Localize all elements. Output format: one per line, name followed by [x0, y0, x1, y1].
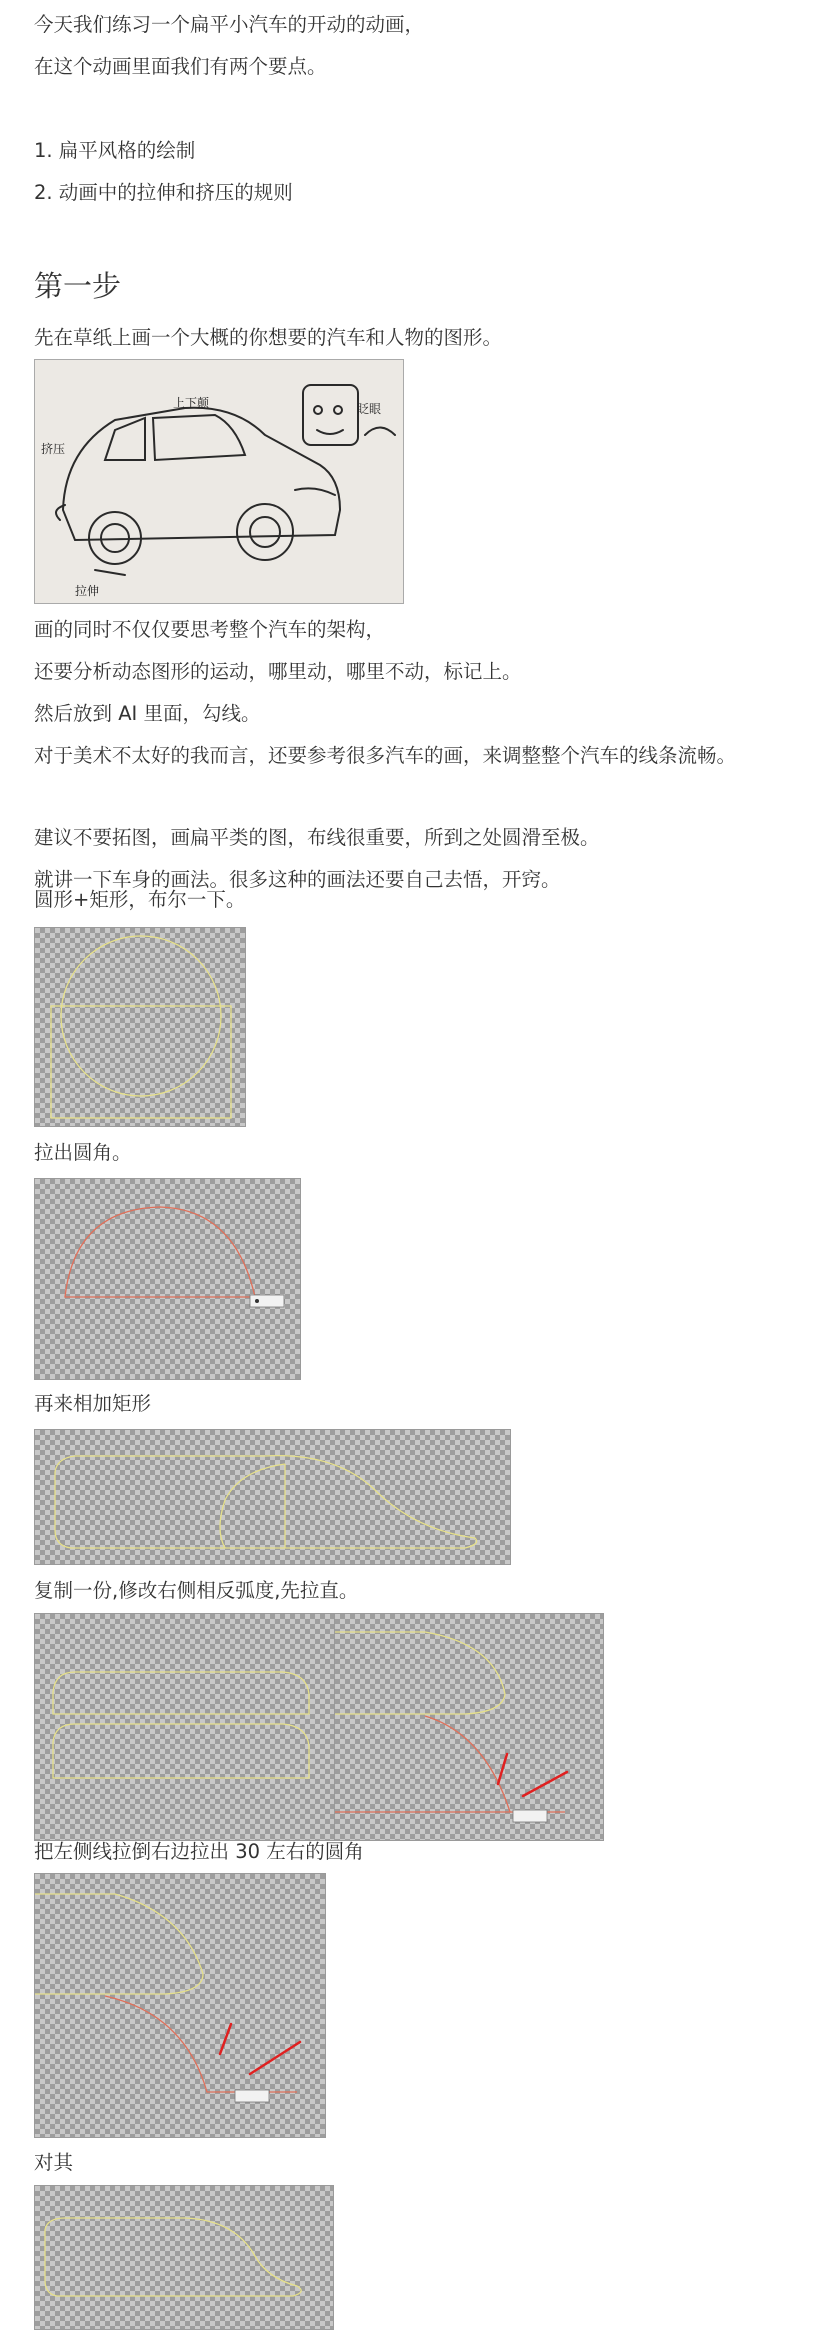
caption-round-corner: 拉出圆角。 [34, 1141, 132, 1164]
caption-circle-rect: 圆形+矩形，布尔一下。 [34, 888, 246, 911]
point-2: 2. 动画中的拉伸和挤压的规则 [34, 181, 293, 204]
advice-text: 建议不要拓图，画扁平类的图，布线很重要，所到之处圆滑至极。 [34, 826, 600, 849]
point-1: 1. 扁平风格的绘制 [34, 139, 196, 162]
canvas-pull-corner [34, 1873, 326, 2138]
canvas-copy-right [334, 1613, 604, 1841]
note-3: 然后放到 AI 里面，勾线。 [34, 702, 261, 725]
intro-line-1: 今天我们练习一个扁平小汽车的开动的动画， [34, 13, 425, 36]
note-1: 画的同时不仅仅要思考整个汽车的架构， [34, 618, 386, 641]
canvas-align [34, 2185, 334, 2330]
canvas-copy-left [34, 1613, 336, 1841]
caption-align: 对其 [34, 2151, 74, 2174]
canvas-circle-rect [34, 927, 246, 1127]
sketch-label-squash: 挤压 [41, 442, 66, 456]
canvas-car-body [34, 1429, 511, 1565]
sketch-intro: 先在草纸上画一个大概的你想要的汽车和人物的图形。 [34, 326, 503, 349]
canvas-round-corner [34, 1178, 301, 1380]
body-method-text: 就讲一下车身的画法。很多这种的画法还要自己去悟，开窍。 [34, 868, 561, 891]
sketch-label-bounce: 上下颠 [173, 396, 210, 410]
sketch-label-stretch: 拉伸 [75, 584, 100, 598]
caption-copy-reverse: 复制一份,修改右侧相反弧度,先拉直。 [34, 1579, 359, 1602]
caption-pull-corner: 把左侧线拉倒右边拉出 30 左右的圆角 [34, 1840, 364, 1863]
note-2: 还要分析动态图形的运动，哪里动，哪里不动，标记上。 [34, 660, 522, 683]
caption-add-rect: 再来相加矩形 [34, 1392, 152, 1415]
sketch-label-blink: 眨眼 [357, 402, 382, 416]
step1-heading: 第一步 [34, 269, 122, 303]
note-4: 对于美术不太好的我而言，还要参考很多汽车的画，来调整整个汽车的线条流畅。 [34, 744, 737, 767]
intro-line-2: 在这个动画里面我们有两个要点。 [34, 55, 327, 78]
car-sketch-image [34, 359, 404, 604]
